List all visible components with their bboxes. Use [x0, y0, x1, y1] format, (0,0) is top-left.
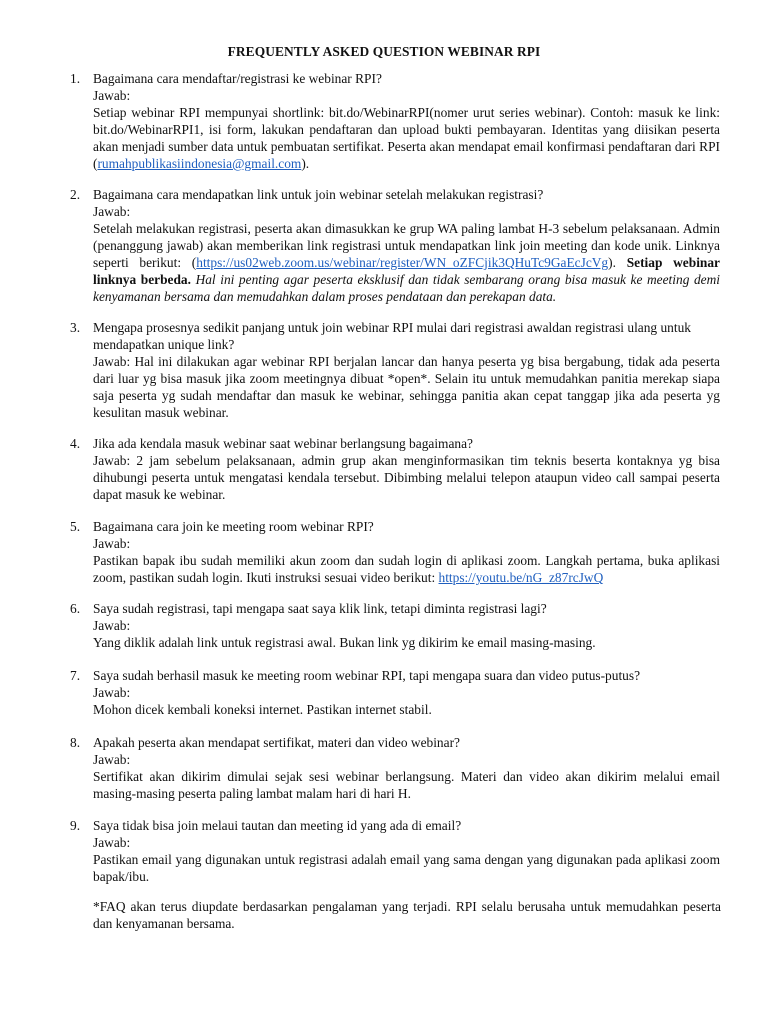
page-title: FREQUENTLY ASKED QUESTION WEBINAR RPI: [227, 44, 541, 59]
email-link[interactable]: rumahpublikasiindonesia@gmail.com: [97, 156, 302, 171]
faq-answer: Setiap webinar RPI mempunyai shortlink: bit.do/WebinarRPI(nomer urut series webinar). Contoh: masuk ke link: bit.do/WebinarRPI1, isi form, lakukan pendaftaran dan upload bukti pembayaran. Identitas yang diisikan peserta akan menjadi sumber data untuk pembuatan sertifikat. Peserta akan mendapat email konfirmasi pendaftaran dari RPI (rumahpublikasiindonesia@gmail.com).: [93, 105, 720, 171]
italic-note: Hal ini penting agar peserta eksklusif dan tidak sembarang orang bisa masuk ke meeting demi kenyamanan bersama dan memudahkan dalam proses pendataan dan perekapan data.: [93, 272, 720, 304]
bold-emphasis: Setiap webinar linknya berbeda: [93, 255, 720, 287]
faq-number: 6.: [70, 601, 81, 616]
faq-question: Bagaimana cara join ke meeting room webinar RPI?: [93, 519, 374, 534]
faq-jawab-label: Jawab:: [93, 685, 131, 700]
faq-question: Saya sudah berhasil masuk ke meeting room webinar RPI, tapi mengapa suara dan video putus-putus?: [93, 668, 641, 683]
faq-answer: Pastikan email yang digunakan untuk registrasi adalah email yang sama dengan yang digunakan pada aplikasi zoom bapak/ibu.: [93, 852, 720, 884]
faq-number: 8.: [70, 735, 81, 750]
faq-number: 5.: [70, 519, 81, 534]
faq-question: Mengapa prosesnya sedikit panjang untuk join webinar RPI mulai dari registrasi awaldan registrasi ulang untuk mendapatkan unique link?: [93, 320, 691, 352]
faq-number: 3.: [70, 320, 81, 335]
faq-question: Bagaimana cara mendaftar/registrasi ke webinar RPI?: [93, 71, 382, 86]
faq-question: Bagaimana cara mendapatkan link untuk join webinar setelah melakukan registrasi?: [93, 187, 544, 202]
faq-answer: Sertifikat akan dikirim dimulai sejak sesi webinar berlangsung. Materi dan video akan dikirim melalui email masing-masing peserta paling lambat malam hari di hari H.: [93, 769, 720, 801]
footer-note: *FAQ akan terus diupdate berdasarkan pengalaman yang terjadi. RPI selalu berusaha untuk memudahkan peserta dan kenyamanan bersama.: [93, 899, 721, 931]
faq-number: 9.: [70, 818, 81, 833]
youtube-video-link[interactable]: https://youtu.be/nG_z87rcJwQ: [438, 570, 604, 585]
faq-jawab-label: Jawab:: [93, 536, 131, 551]
faq-number: 2.: [70, 187, 81, 202]
faq-answer: Jawab: Hal ini dilakukan agar webinar RPI berjalan lancar dan hanya peserta yg bisa bergabung, tidak ada peserta dari luar yg bisa masuk jika zoom meetingnya dibuat *open*. Selain itu untuk memudahkan panitia merekap siapa saja peserta yg sudah mendaftar dan masuk ke webinar, sehingga panitia akan cepat tanggap jika ada peserta yg kesulitan masuk webinar.: [93, 354, 720, 420]
faq-answer: Setelah melakukan registrasi, peserta akan dimasukkan ke grup WA paling lambat H-3 sebelum pelaksanaan. Admin (penanggung jawab) akan memberikan link registrasi untuk mendapatkan link join meeting dan kode unik. Linknya seperti berikut: (https://us02web.zoom.us/webinar/register/WN_oZFCjik3QHuTc9GaEcJcVg). Setiap webinar linknya berbeda. Hal ini penting agar peserta eksklusif dan tidak sembarang orang bisa masuk ke meeting demi kenyamanan bersama dan memudahkan dalam proses pendataan dan perekapan data.: [93, 221, 720, 304]
faq-answer: Mohon dicek kembali koneksi internet. Pastikan internet stabil.: [93, 702, 432, 717]
faq-jawab-label: Jawab:: [93, 88, 131, 103]
faq-number: 1.: [70, 71, 81, 86]
faq-question: Saya tidak bisa join melaui tautan dan meeting id yang ada di email?: [93, 818, 462, 833]
faq-question: Saya sudah registrasi, tapi mengapa saat saya klik link, tetapi diminta registrasi lagi?: [93, 601, 547, 616]
faq-question: Apakah peserta akan mendapat sertifikat, materi dan video webinar?: [93, 735, 460, 750]
faq-answer: Jawab: 2 jam sebelum pelaksanaan, admin grup akan menginformasikan tim teknis beserta kontaknya yg bisa dihubungi peserta untuk mengatasi kendala tersebut. Dibimbing melalui telepon ataupun video call sampai peserta dapat masuk ke webinar.: [93, 453, 720, 502]
faq-answer: Pastikan bapak ibu sudah memiliki akun zoom dan sudah login di aplikasi zoom. Langkah pertama, buka aplikasi zoom, pastikan sudah login. Ikuti instruksi sesuai video berikut: https://youtu.be/nG_z87rcJwQ: [93, 553, 720, 585]
faq-question: Jika ada kendala masuk webinar saat webinar berlangsung bagaimana?: [93, 436, 473, 451]
faq-jawab-label: Jawab:: [93, 752, 131, 767]
faq-answer: Yang diklik adalah link untuk registrasi awal. Bukan link yg dikirim ke email masing-masing.: [93, 635, 596, 650]
faq-jawab-label: Jawab:: [93, 835, 131, 850]
faq-number: 4.: [70, 436, 81, 451]
zoom-register-link[interactable]: https://us02web.zoom.us/webinar/register/WN_oZFCjik3QHuTc9GaEcJcVg: [196, 255, 609, 270]
faq-jawab-label: Jawab:: [93, 618, 131, 633]
faq-jawab-label: Jawab:: [93, 204, 131, 219]
faq-number: 7.: [70, 668, 81, 683]
